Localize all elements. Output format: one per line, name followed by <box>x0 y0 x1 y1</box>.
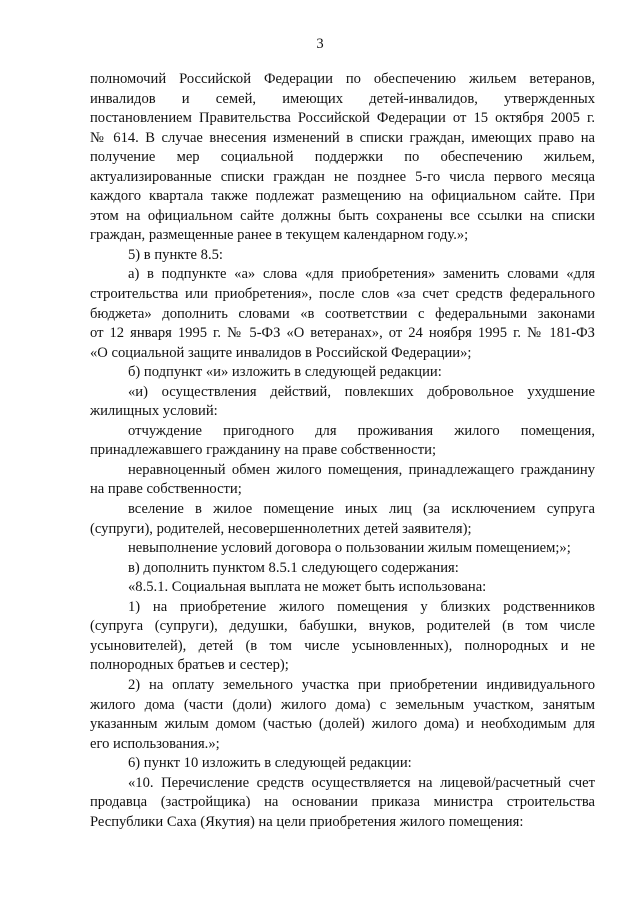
text-line: жилищных условий: <box>90 403 218 420</box>
text-line: «О социальной защите инвалидов в Российской Федерации»; <box>90 344 472 361</box>
text-line: вселение в жилое помещение иных лиц (за исключением супруга <box>128 501 595 518</box>
text-line: продавца (застройщика) на основании приказа министра строительства <box>90 794 595 811</box>
text-line: инвалидов и семей, имеющих детей-инвалидов, утвержденных <box>90 90 595 107</box>
text-line: полномочий Российской Федерации по обеспечению жильем ветеранов, <box>90 71 595 87</box>
text-line: полнородных братьев и сестер); <box>90 657 289 674</box>
text-line: б) подпункт «и» изложить в следующей редакции: <box>128 364 442 381</box>
text-line: 1) на приобретение жилого помещения у близких родственников <box>128 598 595 615</box>
text-line: жилого дома (части (доли) жилого дома) с земельным участком, занятым <box>90 696 595 713</box>
text-line: отчуждение пригодного для проживания жилого помещения, <box>128 422 595 439</box>
text-line: постановлением Правительства Российской Федерации от 15 октября 2005 г. <box>90 110 595 127</box>
text-line: в) дополнить пунктом 8.5.1 следующего содержания: <box>128 559 459 576</box>
text-line: его использования.»; <box>90 735 220 752</box>
text-line: Республики Саха (Якутия) на цели приобретения жилого помещения: <box>90 813 524 830</box>
text-line: № 614. В случае внесения изменений в списки граждан, имеющих право на <box>90 129 595 146</box>
text-line: граждан, размещенные ранее в текущем календарном году.»; <box>90 227 469 244</box>
text-line: (супруги), родителей, несовершеннолетних детей заявителя); <box>90 520 472 537</box>
text-line: усыновителей), детей (в том числе усыновленных), полнородных и не <box>90 637 595 654</box>
text-line: (супруга (супруги), дедушки, бабушки, внуков, родителей (в том числе <box>90 618 595 635</box>
text-line: «и) осуществления действий, повлекших добровольное ухудшение <box>128 383 595 400</box>
text-line: получение мер социальной поддержки по обеспечению жильем, <box>90 149 595 166</box>
text-line: «10. Перечисление средств осуществляется на лицевой/расчетный счет <box>128 774 595 791</box>
text-line: невыполнение условий договора о пользовании жилым помещением;»; <box>128 540 571 557</box>
text-line: от 12 января 1995 г. № 5-ФЗ «О ветеранах», от 24 ноября 1995 г. № 181-ФЗ <box>90 325 595 342</box>
text-line: бюджета» дополнить словами «в соответствии с федеральными законами <box>90 305 595 322</box>
text-line: указанным жилым домом (частью (долей) жилого дома) и необходимым для <box>90 716 595 733</box>
text-line: 6) пункт 10 изложить в следующей редакции: <box>128 755 412 772</box>
document-body <box>90 70 595 832</box>
text-line: принадлежавшего гражданину на праве собственности; <box>90 442 437 459</box>
text-line: строительства или приобретения», после слов «за счет средств федерального <box>90 286 595 303</box>
text-line: каждого квартала также подлежат размещению на официальном сайте. При <box>90 188 595 205</box>
text-line: 2) на оплату земельного участка при приобретении индивидуального <box>128 676 595 693</box>
text-line: а) в подпункте «а» слова «для приобретения» заменить словами «для <box>128 266 595 283</box>
text-line: актуализированные списки граждан не позднее 5-го числа первого месяца <box>90 168 595 185</box>
page-number: 3 <box>316 36 324 52</box>
text-line: неравноценный обмен жилого помещения, принадлежащего гражданину <box>128 461 595 478</box>
text-line: 5) в пункте 8.5: <box>128 246 223 263</box>
text-line: «8.5.1. Социальная выплата не может быть использована: <box>128 579 487 596</box>
text-line: на праве собственности; <box>90 481 242 498</box>
text-line: этом на официальном сайте должны быть сохранены все ссылки на списки <box>90 207 595 224</box>
